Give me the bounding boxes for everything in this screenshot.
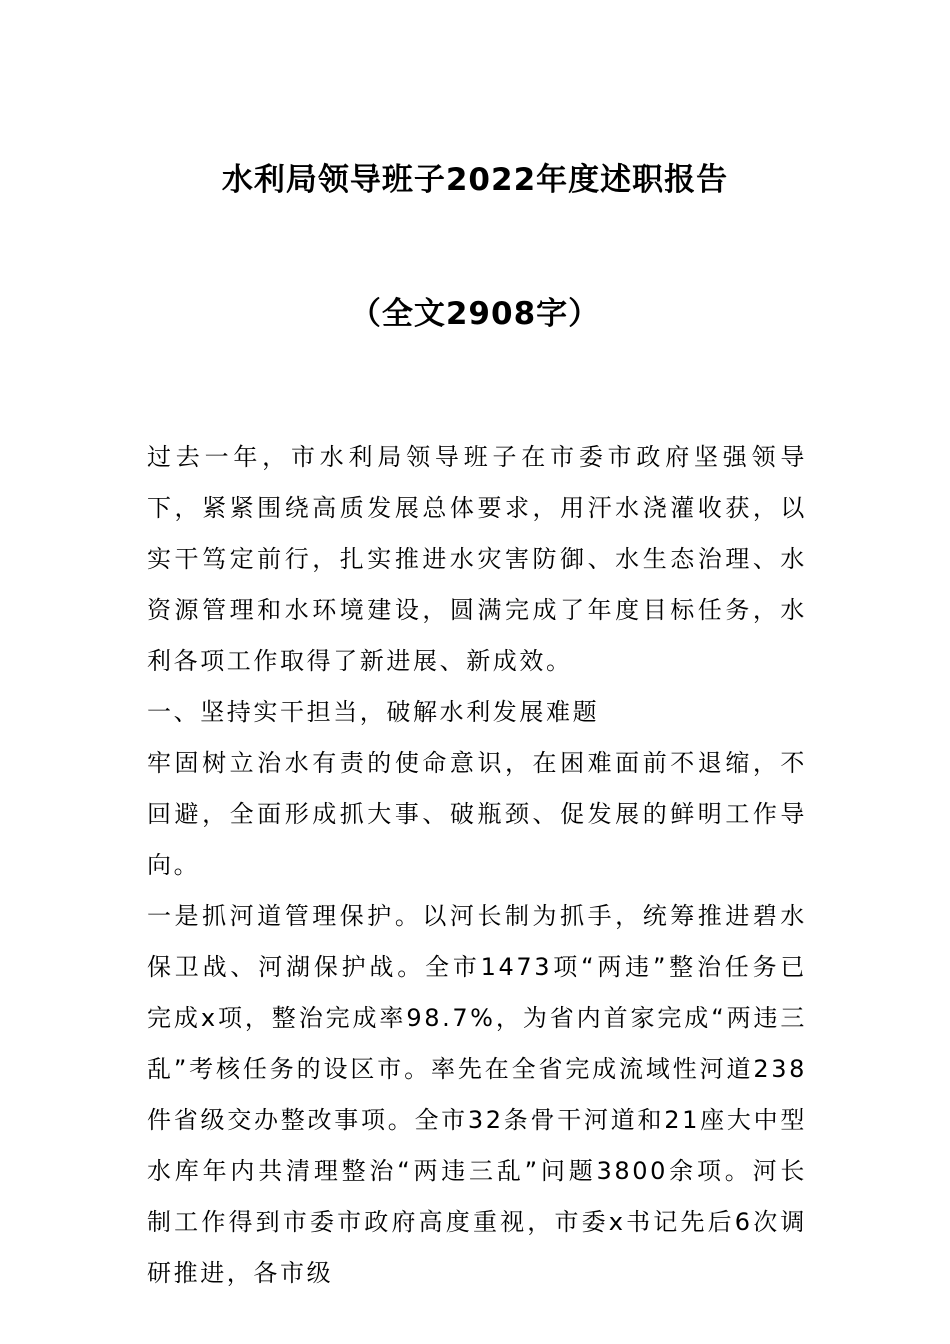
paragraph-section-intro: 牢固树立治水有责的使命意识，在困难面前不退缩，不回避，全面形成抓大事、破瓶颈、促发展的鲜明工作导向。 [147, 749, 807, 879]
section-heading: 一、坚持实干担当，破解水利发展难题 [147, 698, 600, 726]
paragraph-river-management: 一是抓河道管理保护。以河长制为抓手，统筹推进碧水保卫战、河湖保护战。全市1473项“两违”整治任务已完成x项，整治完成率98.7%，为省内首家完成“两违三乱”考核任务的设区市。率先在全省完成流域性河道238件省级交办整改事项。全市32条骨干河道和21座大中型水库年内共清理整治“两违三乱”问题3800余项。河长制工作得到市委市政府高度重视，市委x书记先后6次调研推进，各市级 [147, 902, 807, 1287]
document-subtitle: （全文2908字） [349, 296, 601, 332]
document-title: 水利局领导班子2022年度述职报告 [221, 162, 729, 198]
document-body [147, 432, 807, 1299]
paragraph-intro: 过去一年，市水利局领导班子在市委市政府坚强领导下，紧紧围绕高质发展总体要求，用汗水浇灌收获，以实干笃定前行，扎实推进水灾害防御、水生态治理、水资源管理和水环境建设，圆满完成了年度目标任务，水利各项工作取得了新进展、新成效。 [147, 443, 807, 675]
